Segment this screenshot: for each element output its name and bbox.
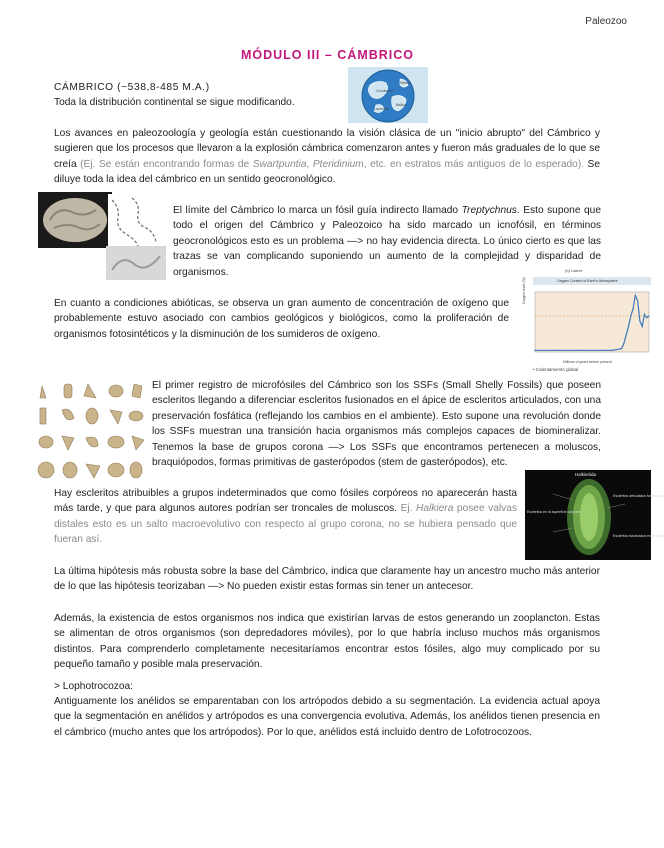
oxygen-data-point	[623, 343, 624, 344]
oxygen-chart	[519, 268, 655, 380]
chart-header-label: (b) Latent	[565, 268, 583, 273]
intro-line: Toda la distribución continental se sigue modificando.	[54, 97, 295, 108]
halkieria-label-2: Escleritos en la superficie corporal	[527, 510, 581, 514]
oxygen-data-point	[630, 315, 631, 316]
halkieria-fossil-image	[525, 470, 664, 560]
paragraph-ancestor-hypothesis: La última hipótesis más robusta sobre la base del Cámbrico, indica que claramente hay un ancestro mucho más anterior de lo que las hipótesis teorizaban —> No pueden existir estas formas sin tener un antecesor.	[54, 566, 600, 593]
paragraph-small-shelly-fossils: El primer registro de microfósiles del Cámbrico son los SSFs (Small Shelly Fossils) que poseen escleritos llegando a diferenciar escleritos fusionados en el ápice de escleritos articulados, con una preservación fosfática (reflejando los cambios en el ambiente). Esto supone una revolución donde los SSFs muestran una transición hacia organismos más complejos capaces de biomineralizar. Tenemos la base de grupos corona —> Los SSFs que encontramos pertenecen a moluscos, braquiópodos, formas primitivas de gasterópodos (stem de gasterópodos), etc.	[152, 380, 601, 469]
paragraph-lophotrochozoa: Antiguamente los anélidos se emparentaban con los artrópodos debido a su segmentación. La evidencia actual apoya que la segmentación en anélidos y artrópodos es una convergencia evolutiva. Además, los anélidos tienen presencia en el cámbrico (mucho antes que los artrópodos). Por lo que, anélidos está incluido dentro de Lofotrocozoos.	[54, 696, 600, 738]
paragraph-oxygen: En cuanto a condiciones abióticas, se observa un gran aumento de concentración de oxígeno que probablemente estuvo asociado con cambios geológicos y biológicos, como la proliferación de organismos fotosintéticos y la disminución de los sumideros de oxígeno.	[54, 298, 509, 340]
para5-example-rest: posee valvas distales esto es un salto macroevolutivo con respecto al grupo corona, no se hubiera pensado que fueran así.	[54, 503, 517, 546]
halkieria-label-3: Escleritos fusionados en el ápice	[613, 534, 664, 538]
taxon-treptichnus: Treptychnus	[461, 205, 517, 216]
chart-caption: • Calentamiento global	[533, 367, 579, 372]
para2-text: El límite del Cámbrico lo marca un fósil guía indirecto llamado	[173, 205, 462, 216]
map-label-baltica: Baltica	[396, 103, 407, 107]
oxygen-data-point	[637, 300, 638, 301]
oxygen-data-point	[648, 315, 649, 316]
oxygen-data-point	[639, 321, 640, 322]
trace-fossil-slab	[106, 246, 166, 280]
map-label-laurentia: Laurentia	[374, 107, 389, 111]
period-heading: CÁMBRICO (~538,8-485 M.A.)	[54, 82, 210, 93]
oxygen-data-point	[632, 309, 633, 310]
para1-text: Los avances en paleozoología y geología están cuestionando la visión clásica de un "inicio abrupto" del Cámbrico y sugieren que los procesos que llevaron a la explosión cámbrica comenzaron antes y fueron más graduales de lo que se creía	[54, 128, 600, 170]
oxygen-data-point	[628, 326, 629, 327]
oxygen-data-point	[612, 350, 613, 351]
taxon-pteridinium: Pteridinium	[312, 158, 364, 170]
paragraph-early-cambrian-evidence	[54, 126, 600, 188]
para5-text: Hay escleritos atribuibles a grupos indeterminados que como fósiles corpóreos no aparecerán hasta más tarde, y que para algunos autores podrían ser troncales de moluscos.	[54, 488, 517, 515]
chart-x-label: Millions of years before present	[563, 360, 612, 364]
para1-conclusion: Se diluye toda la idea del cámbrico en un sentido geocronológico.	[54, 158, 600, 186]
lophotrochozoa-heading: > Lophotrocozoa:	[54, 681, 134, 692]
oxygen-data-point	[635, 295, 636, 296]
small-shelly-fossils-grid	[36, 380, 148, 488]
para5-example: Ej.	[400, 503, 416, 515]
chart-plot-area	[535, 292, 649, 352]
oxygen-data-point	[642, 326, 643, 327]
cambrian-globe-map	[348, 67, 428, 123]
map-label-siberia: Siberia	[400, 81, 411, 85]
page-header-label: Paleozoo	[585, 16, 627, 27]
para1-sep: ,	[306, 158, 313, 170]
para2-text-rest: . Esto supone que todo el origen del Cámbrico y Paleozoico ha sido marcado un icnofósil, en términos geocronológicos esto es un problema —> no hay evidencia directa. Lo único cierto es que las trazas se van complicando suponiendo un aumento de la complejidad y disparidad de organismos.	[173, 205, 601, 278]
oxygen-data-point	[621, 348, 622, 349]
oxygen-data-point	[557, 350, 558, 351]
halkieria-label-1: Escleritos articulados fusionados	[613, 494, 664, 498]
oxygen-data-point	[534, 350, 535, 351]
oxygen-data-point	[644, 314, 645, 315]
module-title: MÓDULO III – CÁMBRICO	[240, 48, 415, 62]
trace-fossil-photo	[38, 192, 112, 248]
treptichnus-trace-drawing	[108, 194, 160, 248]
paragraph-halkieria	[54, 486, 517, 548]
oxygen-data-point	[646, 317, 647, 318]
taxon-halkieria: Halkiera	[416, 503, 454, 515]
oxygen-data-point	[603, 350, 604, 351]
chart-y-label: Oxygen level (%)	[522, 277, 526, 304]
para1-example-end: , etc. en estratos más antiguos de lo esperado).	[363, 158, 588, 170]
oxygen-data-point	[580, 350, 581, 351]
halkieria-title: Halkieriida	[575, 472, 597, 477]
taxon-swartpuntia: Swartpuntia	[252, 158, 307, 170]
map-label-gondwana: Gondwana	[376, 89, 393, 93]
chart-title: Oxygen Content of Earth's Atmosphere	[557, 279, 618, 283]
paragraph-larvae-zooplankton: Además, la existencia de estos organismos nos indica que existirían larvas de estos generando un zooplancton. Estas se alimentan de otros organismos (son depredadores móviles), por lo que habría incluso muchos más organismos distintos. Para comprenderlo completamente necesitaríamos encontrar estos fósiles, algo muy complicado por su pequeño tamaño y posible mala preservación.	[54, 613, 600, 671]
para1-example: (Ej. Se están encontrando formas de	[80, 158, 253, 170]
